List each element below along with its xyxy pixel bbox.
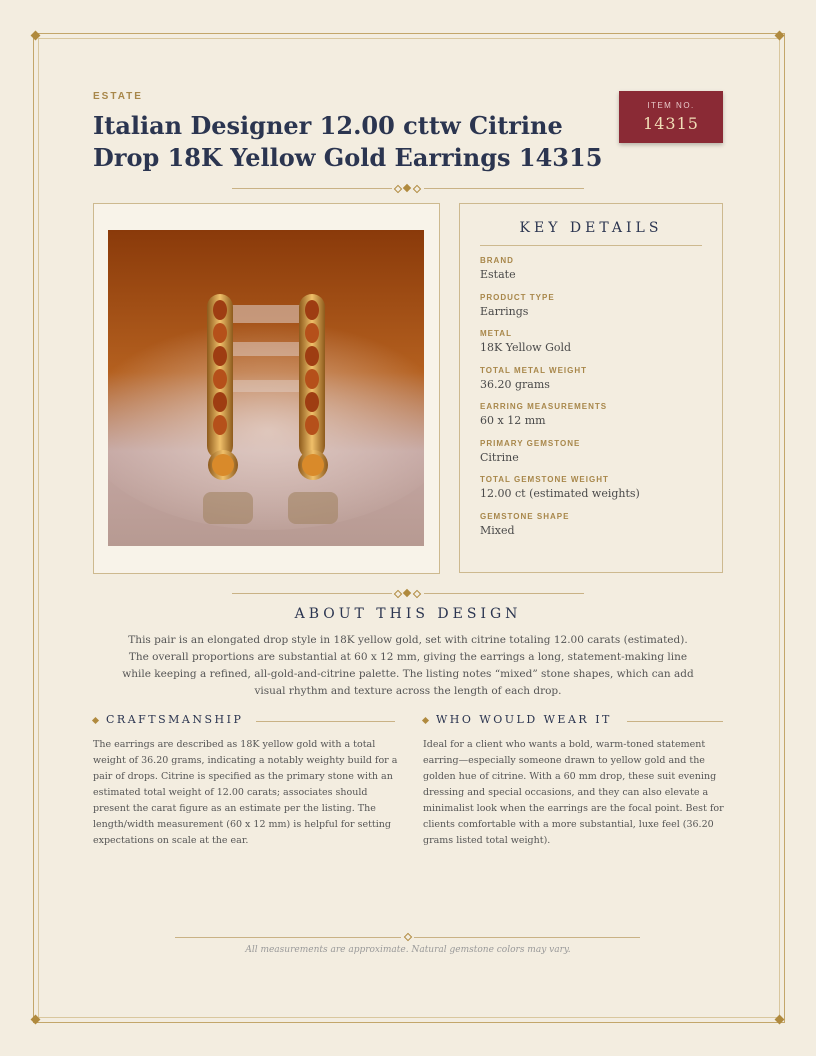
detail-value: 60 x 12 mm xyxy=(480,414,546,427)
key-details-rule xyxy=(480,245,702,246)
detail-metal xyxy=(480,329,710,354)
product-title: Italian Designer 12.00 cttw Citrine Drop 18K Yellow Gold Earrings 14315 xyxy=(93,111,603,172)
section-rule xyxy=(627,721,723,722)
divider-line xyxy=(232,188,392,189)
craftsmanship-heading: CRAFTSMANSHIP xyxy=(106,713,244,726)
detail-label: PRODUCT TYPE xyxy=(480,293,555,302)
divider-line xyxy=(232,593,392,594)
product-photo xyxy=(108,230,424,546)
detail-value: Citrine xyxy=(480,451,519,464)
wearer-heading: WHO WOULD WEAR IT xyxy=(436,713,612,726)
detail-label: EARRING MEASUREMENTS xyxy=(480,402,608,411)
earrings-image xyxy=(108,230,424,546)
divider-line xyxy=(424,593,584,594)
key-details-heading: KEY DETAILS xyxy=(519,220,663,236)
detail-value: Earrings xyxy=(480,305,529,318)
craftsmanship-text: The earrings are described as 18K yellow gold with a total weight of 36.20 grams, indicating a notably weighty build for a pair of drops. Citrine is specified as the primary stone with an estimated total weight of 12.00 carats; associates should present the carat figure as an estimate per the listing. The length/width measurement (60 x 12 mm) is helpful for setting expectations on scale at the ear. xyxy=(93,739,398,846)
footer-rule xyxy=(175,937,401,938)
detail-product-type xyxy=(480,293,710,318)
detail-label: TOTAL METAL WEIGHT xyxy=(480,366,588,375)
detail-value: Estate xyxy=(480,268,516,281)
brand-eyebrow: ESTATE xyxy=(93,91,143,102)
detail-primary-gemstone xyxy=(480,439,710,464)
about-text: This pair is an elongated drop style in 18K yellow gold, set with citrine totaling 12.00 carats (estimated). The overall proportions are substantial at 60 x 12 mm, giving the earrings a long, statement-making line while keeping a refined, all-gold-and-citrine palette. The listing notes “mixed” stone shapes, which can add visual rhythm and texture across the length of each drop. xyxy=(122,634,694,697)
detail-value: 36.20 grams xyxy=(480,378,550,391)
detail-label: PRIMARY GEMSTONE xyxy=(480,439,581,448)
detail-value: Mixed xyxy=(480,524,515,537)
item-number-badge xyxy=(619,91,723,143)
detail-value: 12.00 ct (estimated weights) xyxy=(480,487,640,500)
key-details-panel xyxy=(459,203,723,573)
detail-total-gemstone-weight xyxy=(480,475,710,500)
detail-total-metal-weight xyxy=(480,366,710,391)
detail-label: BRAND xyxy=(480,256,514,265)
detail-label: METAL xyxy=(480,329,512,338)
detail-earring-measurements xyxy=(480,402,710,427)
wearer-text: Ideal for a client who wants a bold, warm-toned statement earring—especially someone drawn to yellow gold and the golden hue of citrine. With a 60 mm drop, these suit evening dressing and special occasions, and they can also elevate a minimalist look when the earrings are the focal point. Best for clients comfortable with a more substantial, luxe feel (36.20 grams listed total weight). xyxy=(423,739,724,846)
about-heading: ABOUT THIS DESIGN xyxy=(294,606,522,622)
detail-value: 18K Yellow Gold xyxy=(480,341,572,354)
footer-note: All measurements are approximate. Natural gemstone colors may vary. xyxy=(245,945,571,955)
detail-brand xyxy=(480,256,710,281)
item-number-value: 14315 xyxy=(643,114,699,133)
section-rule xyxy=(256,721,395,722)
footer-rule xyxy=(414,937,640,938)
detail-label: GEMSTONE SHAPE xyxy=(480,512,570,521)
divider-line xyxy=(424,188,584,189)
item-number-label: ITEM NO. xyxy=(647,101,695,110)
detail-gemstone-shape xyxy=(480,512,710,537)
detail-label: TOTAL GEMSTONE WEIGHT xyxy=(480,475,609,484)
product-image-card xyxy=(93,203,440,574)
